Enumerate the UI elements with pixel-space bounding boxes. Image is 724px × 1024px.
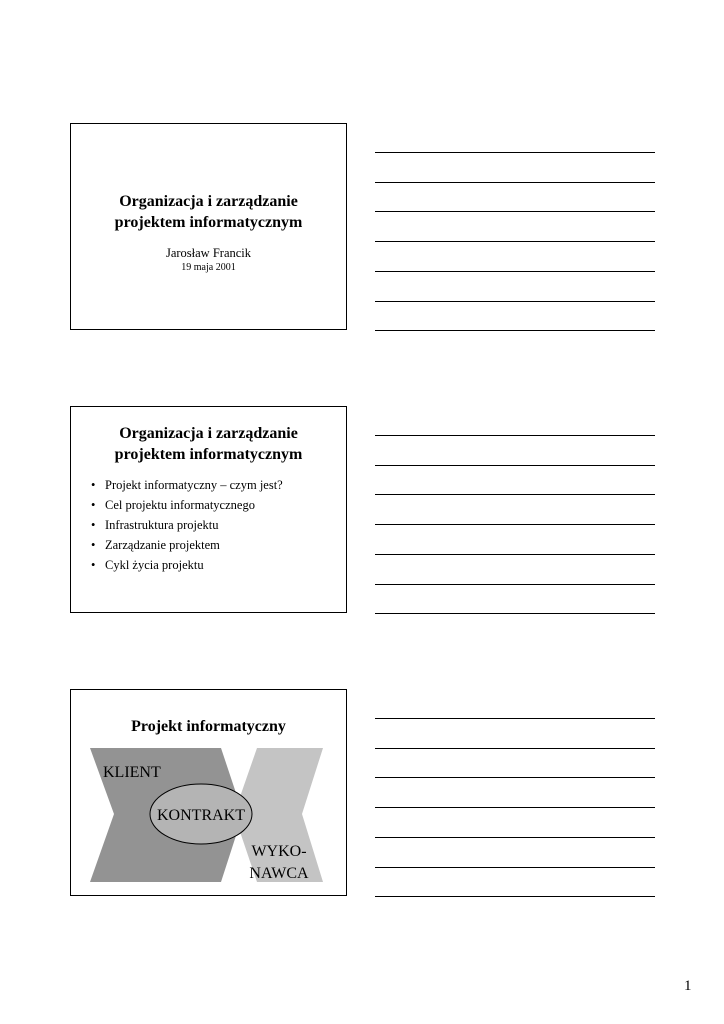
- contractor-label-line-2: NAWCA: [249, 865, 309, 882]
- slide-2-title-line-2: projektem informatycznym: [114, 446, 303, 463]
- bullet-icon: •: [91, 478, 96, 492]
- bullet-icon: •: [91, 518, 96, 532]
- note-line: [375, 718, 655, 719]
- slide-1-date: 19 maja 2001: [181, 262, 236, 273]
- client-label: KLIENT: [103, 764, 161, 781]
- slide-1-title-line-2: projektem informatycznym: [114, 214, 303, 231]
- bullet-icon: •: [91, 498, 96, 512]
- slide-3: [70, 689, 347, 896]
- bullet-item: [91, 475, 346, 495]
- bullet-icon: •: [91, 558, 96, 572]
- note-line: [375, 807, 655, 808]
- slide-1: [70, 123, 347, 330]
- note-line: [375, 613, 655, 614]
- note-line: [375, 867, 655, 868]
- note-line: [375, 182, 655, 183]
- note-line: [375, 241, 655, 242]
- note-line: [375, 748, 655, 749]
- note-line: [375, 777, 655, 778]
- note-line: [375, 896, 655, 897]
- slide-2-title: [71, 423, 346, 465]
- note-line: [375, 211, 655, 212]
- bullet-icon: •: [91, 538, 96, 552]
- bullet-text: Infrastruktura projektu: [105, 518, 219, 532]
- bullet-item: [91, 555, 346, 575]
- contract-label: KONTRAKT: [157, 807, 245, 824]
- slide-1-title-line-1: Organizacja i zarządzanie: [119, 193, 298, 210]
- note-line: [375, 837, 655, 838]
- page-number: 1: [684, 978, 692, 994]
- bullet-text: Cykl życia projektu: [105, 558, 204, 572]
- note-line: [375, 494, 655, 495]
- bullet-item: [91, 535, 346, 555]
- note-line: [375, 554, 655, 555]
- bullet-text: Cel projektu informatycznego: [105, 498, 255, 512]
- slide-2-bullet-list: [71, 475, 346, 575]
- contractor-label-line-1: WYKO-: [251, 843, 307, 860]
- note-line: [375, 271, 655, 272]
- slide-3-title: Projekt informatyczny: [131, 718, 286, 735]
- bullet-text: Zarządzanie projektem: [105, 538, 220, 552]
- bullet-text: Projekt informatyczny – czym jest?: [105, 478, 283, 492]
- slide-1-title: [71, 191, 346, 233]
- note-line: [375, 584, 655, 585]
- bullet-item: [91, 495, 346, 515]
- note-line: [375, 465, 655, 466]
- note-line: [375, 330, 655, 331]
- note-line: [375, 524, 655, 525]
- slide-2-title-line-1: Organizacja i zarządzanie: [119, 425, 298, 442]
- bullet-item: [91, 515, 346, 535]
- note-line: [375, 435, 655, 436]
- slide-2: [70, 406, 347, 613]
- note-line: [375, 152, 655, 153]
- note-line: [375, 301, 655, 302]
- contract-diagram: [71, 690, 348, 897]
- slide-1-author: Jarosław Francik: [165, 246, 252, 260]
